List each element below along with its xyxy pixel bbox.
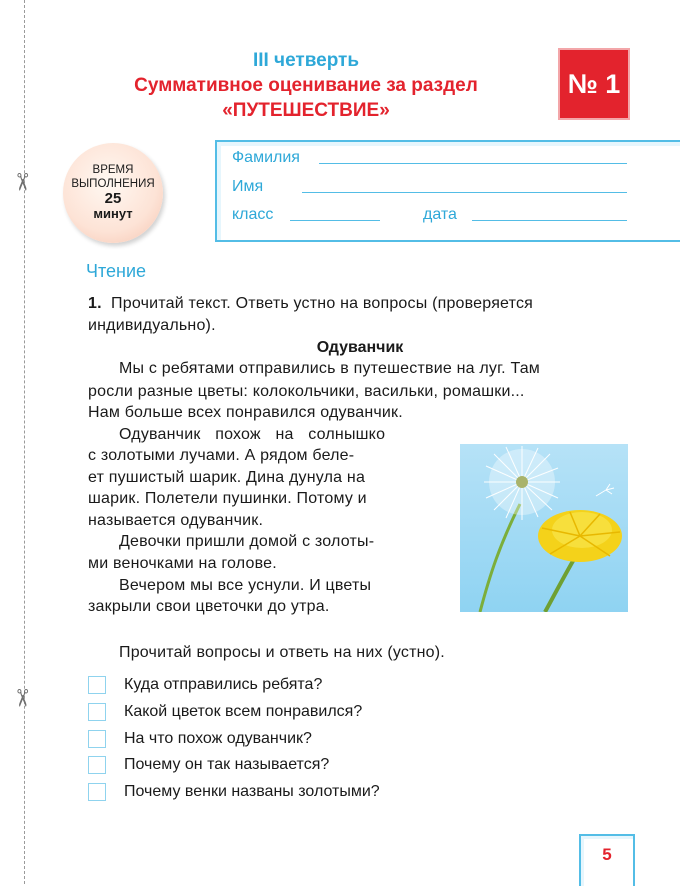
story-line: Мы с ребятами отправились в путешествие на луг. Там [119,360,541,377]
task-text-line2: индивидуально). [88,317,216,334]
section-heading: Чтение [86,261,147,281]
story-line: ми веночками на голове. [88,555,277,572]
scissors-icon: ✂ [8,171,37,193]
story-line: называется одуванчик. [88,512,264,529]
question-text: На что похож одуванчик? [124,730,312,747]
name-label: Имя [232,178,264,195]
question-item [88,729,312,749]
story-line: с золотыми лучами. А рядом беле- [88,447,355,464]
name-field[interactable] [302,192,627,193]
page-number-box [579,834,635,886]
questions-intro: Прочитай вопросы и ответь на них (устно). [119,644,445,661]
class-label: класс [232,206,274,223]
question-item [88,702,362,722]
assessment-number-badge: № 1 [560,50,628,118]
story-line: Нам больше всех понравился одуванчик. [88,404,403,421]
task-text-line1: Прочитай текст. Ответь устно на вопросы (проверяется [111,295,534,312]
section-name: «ПУТЕШЕСТВИЕ» [222,100,390,121]
page-number: 5 [602,845,612,864]
time-minutes: 25 [104,190,122,207]
scissors-icon: ✂ [8,687,37,709]
dandelion-photo [460,444,628,612]
time-unit: минут [93,206,133,221]
story-title: Одуванчик [316,339,404,356]
story-line: шарик. Полетели пушинки. Потому и [88,490,367,507]
quarter-heading: III четверть [252,50,360,71]
question-item [88,755,329,775]
question-checkbox[interactable] [88,676,106,694]
time-label-line2: ВЫПОЛНЕНИЯ [71,178,155,190]
question-text: Какой цветок всем понравился? [124,703,363,720]
question-checkbox[interactable] [88,730,106,748]
story-line: ет пушистый шарик. Дина дунула на [88,469,366,486]
story-line: закрыли свои цветочки до утра. [88,598,330,615]
surname-label: Фамилия [232,149,300,166]
story-line: росли разные цветы: колокольчики, васильки, ромашки... [88,383,525,400]
time-label-line1: ВРЕМЯ [92,164,134,176]
class-field[interactable] [290,220,380,221]
date-label: дата [423,206,457,223]
story-line: Одуванчик похож на солнышко [119,426,386,443]
question-checkbox[interactable] [88,756,106,774]
student-info-box [215,140,680,242]
cut-line [24,0,25,884]
question-text: Почему он так называется? [124,756,330,773]
assessment-title: Суммативное оценивание за раздел [134,75,478,96]
story-line: Девочки пришли домой с золоты- [119,533,375,550]
date-field[interactable] [472,220,627,221]
question-item [88,782,380,802]
question-item [88,675,322,695]
task-instruction [88,294,533,314]
task-number: 1. [88,295,102,312]
story-line: Вечером мы все уснули. И цветы [119,577,372,594]
question-checkbox[interactable] [88,703,106,721]
question-text: Почему венки названы золотыми? [124,783,380,800]
surname-field[interactable] [319,163,627,164]
question-text: Куда отправились ребята? [124,676,323,693]
question-checkbox[interactable] [88,783,106,801]
time-limit-badge [63,143,163,243]
